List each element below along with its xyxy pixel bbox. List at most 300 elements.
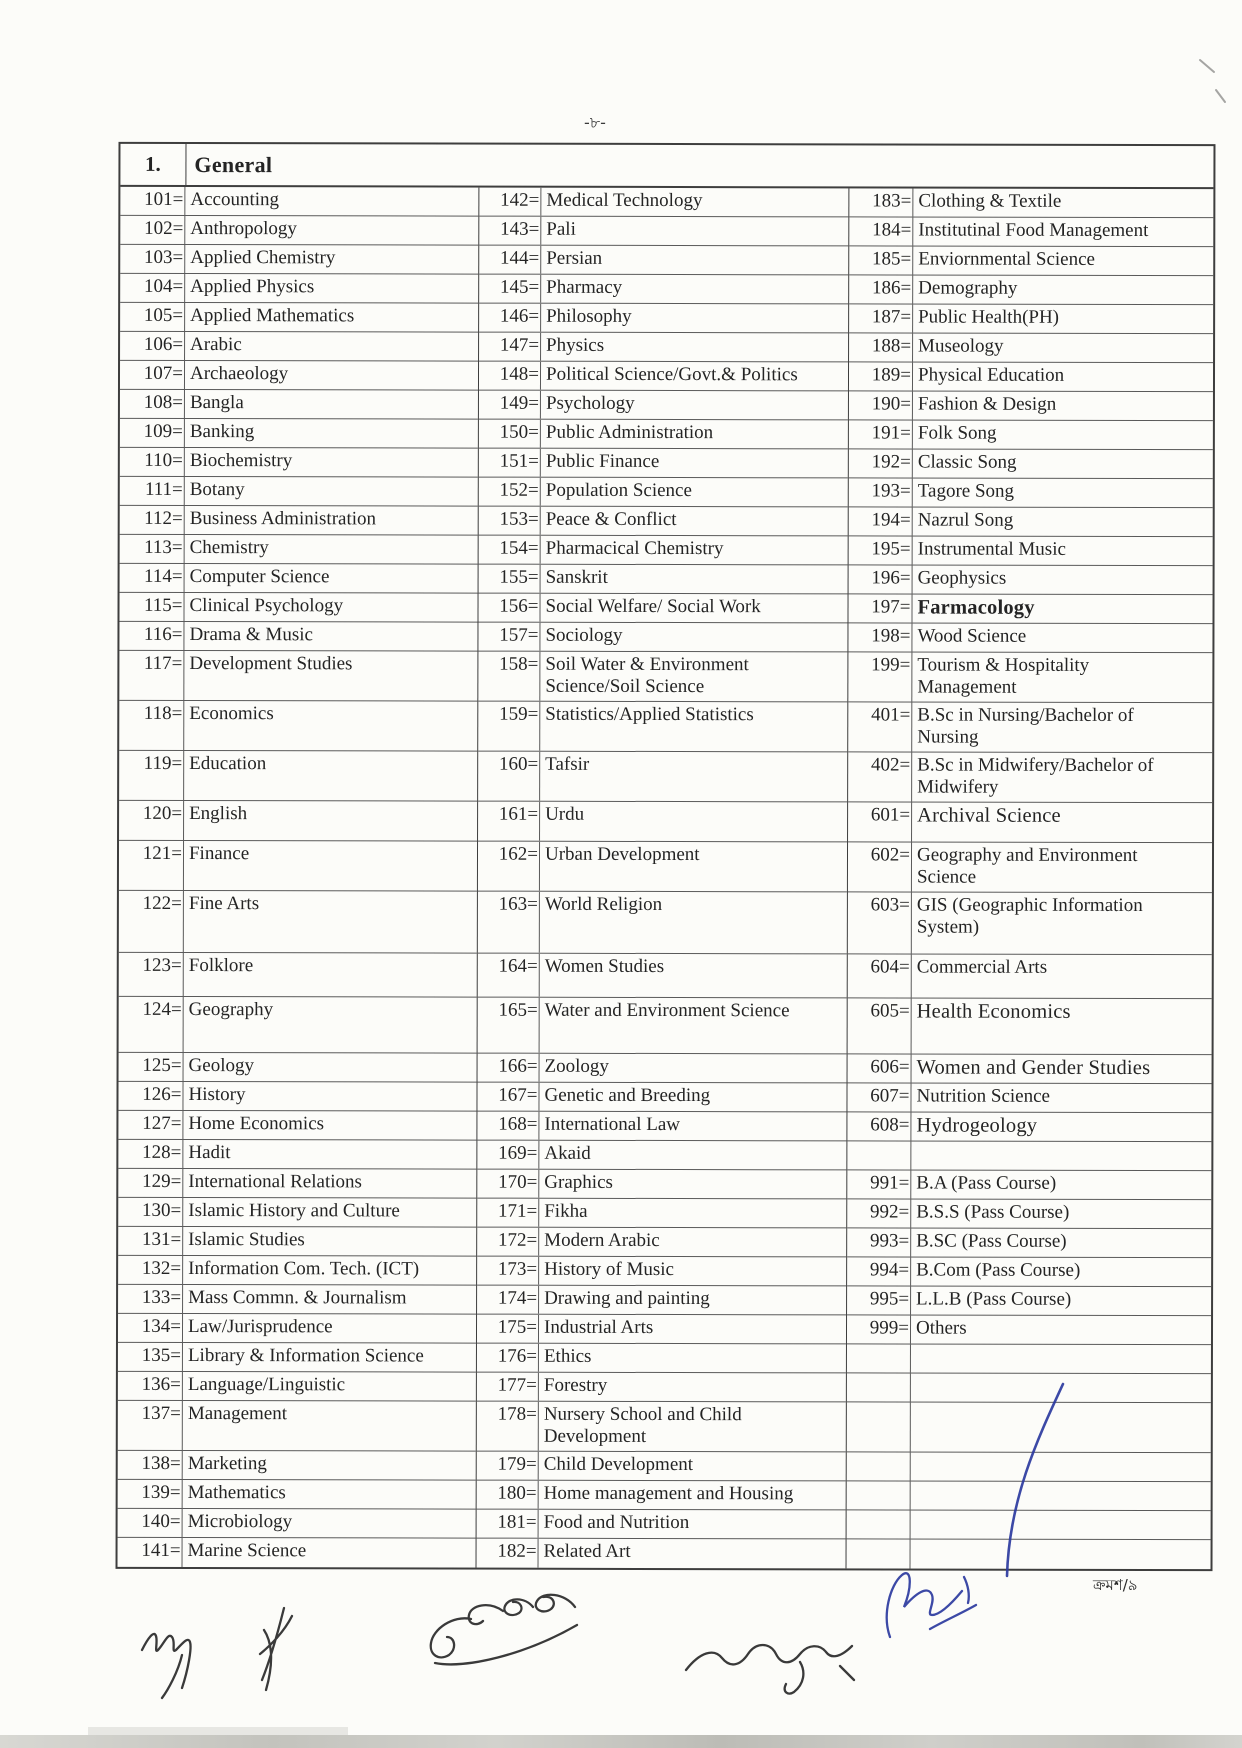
table-row (479, 246, 848, 276)
subject-code: 145= (479, 275, 541, 303)
table-row (848, 842, 1212, 893)
subject-code: 133= (118, 1285, 183, 1313)
table-row (119, 593, 477, 623)
table-row (479, 565, 848, 595)
subject-code: 166= (478, 1054, 540, 1082)
subject-code: 187= (849, 304, 913, 332)
subject-name: Banking (189, 421, 255, 443)
subject-code-table (116, 142, 1216, 1571)
table-row (479, 333, 848, 363)
table-header-row (120, 144, 1213, 189)
table-row (847, 1286, 1211, 1316)
subject-code: 108= (120, 390, 185, 418)
subject-code: 107= (120, 361, 185, 389)
table-row (118, 1256, 476, 1286)
subject-name: B.Sc in Nursing/Bachelor of Nursing (917, 704, 1134, 748)
subject-name: Business Administration (189, 508, 377, 530)
table-row (477, 1481, 846, 1511)
subject-code: 148= (479, 362, 541, 390)
subject-name: World Religion (544, 893, 663, 915)
subject-name: Archaeology (189, 363, 289, 385)
subject-code: 112= (120, 506, 185, 534)
subject-code: 176= (477, 1344, 539, 1372)
table-row (120, 419, 478, 449)
subject-code: 175= (477, 1315, 539, 1343)
subject-name: Marine Science (187, 1540, 307, 1562)
subject-name: Home management and Housing (543, 1482, 794, 1505)
subject-name: Population Science (545, 479, 692, 502)
subject-name: Public Health(PH) (918, 306, 1060, 328)
table-row (849, 188, 1213, 218)
subject-name: Related Art (543, 1540, 631, 1562)
subject-code: 180= (477, 1481, 539, 1509)
subject-name: Nutrition Science (916, 1085, 1051, 1107)
subject-name: Computer Science (189, 566, 330, 588)
table-body (118, 187, 1214, 1569)
subject-code: 174= (477, 1286, 539, 1314)
subject-name: Social Welfare/ Social Work (545, 595, 761, 618)
subject-name: B.S.S (Pass Course) (916, 1201, 1070, 1223)
subject-name: GIS (Geographic Information System) (916, 894, 1143, 938)
category-title: General (194, 151, 273, 177)
subject-name: Others (915, 1317, 967, 1339)
subject-code: 137= (118, 1401, 183, 1450)
subject-name: Clothing & Textile (918, 190, 1062, 212)
subject-code: 999= (847, 1315, 911, 1343)
table-row (849, 565, 1213, 595)
subject-code (847, 1141, 911, 1169)
table-row (119, 841, 477, 892)
subject-name: English (189, 803, 248, 825)
subject-code: 103= (120, 245, 185, 273)
subject-name: Urdu (545, 803, 585, 825)
page-number: -৮- (584, 113, 606, 132)
subject-name: Clinical Psychology (189, 595, 344, 617)
subject-code: 110= (120, 448, 185, 476)
subject-name: B.A (Pass Course) (916, 1172, 1057, 1194)
subject-name: Pharmacy (546, 276, 623, 298)
subject-name: Nazrul Song (917, 509, 1014, 531)
subject-code: 604= (848, 954, 912, 997)
subject-code: 127= (118, 1111, 183, 1139)
subject-code: 125= (119, 1053, 184, 1081)
subject-name: Demography (918, 277, 1018, 299)
subject-code: 607= (847, 1083, 911, 1111)
subject-code: 192= (849, 449, 913, 477)
table-row (119, 1053, 477, 1083)
subject-code: 141= (118, 1538, 183, 1567)
subject-name: Instrumental Music (917, 538, 1066, 560)
table-row (477, 1344, 846, 1374)
table-row (849, 304, 1213, 334)
subject-code: 401= (848, 702, 912, 751)
subject-name: Statistics/Applied Statistics (545, 703, 754, 726)
table-row (849, 333, 1213, 363)
subject-code: 173= (477, 1257, 539, 1285)
subject-name (911, 1345, 1211, 1374)
subject-name: Accounting (190, 189, 280, 211)
subject-name: Urban Development (544, 843, 700, 866)
table-row (478, 842, 847, 893)
subject-name: Microbiology (187, 1511, 293, 1533)
subject-code: 118= (119, 701, 184, 750)
subject-name: Pharmacical Chemistry (545, 537, 724, 560)
table-row (849, 507, 1213, 537)
subject-code: 115= (119, 593, 184, 621)
subject-code: 123= (119, 953, 184, 996)
subject-name: Geography (188, 999, 274, 1021)
subject-name: Philosophy (546, 305, 632, 327)
subject-name: Psychology (545, 392, 635, 414)
scan-artifact-band (0, 1735, 1242, 1748)
table-row (118, 1111, 476, 1141)
subject-code: 126= (118, 1082, 183, 1110)
table-row (847, 1141, 1211, 1171)
subject-name: Industrial Arts (543, 1316, 654, 1338)
subject-name: Fashion & Design (917, 393, 1057, 415)
table-row (477, 1373, 846, 1403)
table-row (119, 651, 477, 702)
subject-code: 198= (848, 623, 912, 651)
table-row (848, 752, 1212, 803)
subject-name: Tafsir (545, 753, 590, 775)
subject-name: Tourism & Hospitality Management (917, 654, 1090, 698)
subject-code: 190= (849, 391, 913, 419)
subject-code: 122= (119, 891, 184, 952)
subject-code: 195= (849, 536, 913, 564)
subject-code: 994= (847, 1257, 911, 1285)
subject-name: Institutinal Food Management (918, 219, 1149, 242)
table-row (120, 506, 478, 536)
subject-code: 104= (120, 274, 185, 302)
subject-name: Development Studies (189, 653, 353, 675)
subject-name: Arabic (190, 334, 242, 356)
table-row (847, 1199, 1211, 1229)
table-row (120, 332, 478, 362)
subject-name: Economics (189, 703, 274, 725)
subject-name: Applied Physics (190, 276, 315, 298)
table-row (118, 1480, 476, 1510)
table-row (120, 448, 478, 478)
table-row (478, 623, 847, 653)
subject-code: 150= (479, 420, 541, 448)
handwritten-signature-5 (868, 1565, 988, 1660)
handwritten-signature-1 (138, 1610, 213, 1705)
subject-name: Persian (546, 247, 603, 269)
table-row (479, 217, 848, 247)
table-row (478, 998, 847, 1055)
subject-name: B.SC (Pass Course) (916, 1230, 1067, 1252)
subject-name: Fikha (544, 1200, 588, 1222)
table-row (120, 245, 478, 275)
table-row (479, 275, 848, 305)
table-row (120, 390, 478, 420)
subject-code: 185= (849, 246, 913, 274)
subject-name: Applied Chemistry (190, 247, 336, 269)
table-row (847, 1228, 1211, 1258)
table-row (849, 449, 1213, 479)
subject-code: 183= (849, 188, 913, 216)
table-row (478, 594, 847, 624)
subject-code: 116= (119, 622, 184, 650)
subject-code: 992= (847, 1199, 911, 1227)
subject-code: 111= (120, 477, 185, 505)
handwritten-signature-4 (680, 1622, 860, 1702)
subject-code: 143= (479, 217, 541, 245)
subject-code: 601= (848, 802, 912, 841)
subject-code: 147= (479, 333, 541, 361)
subject-name: Modern Arabic (544, 1229, 660, 1251)
table-row (118, 1509, 476, 1539)
subject-code: 995= (847, 1286, 911, 1314)
table-row (119, 801, 477, 842)
handwritten-signature-3 (425, 1585, 585, 1680)
continuation-note: ক্রমশ/৯ (1093, 1576, 1138, 1594)
handwritten-signature-2 (248, 1602, 308, 1697)
table-row (118, 1314, 476, 1344)
table-row (847, 1315, 1211, 1345)
table-row (477, 1510, 846, 1540)
subject-code: 144= (479, 246, 541, 274)
subject-code: 120= (119, 801, 184, 840)
subject-name: Medical Technology (546, 189, 703, 212)
table-row (848, 1054, 1212, 1084)
table-row (477, 1315, 846, 1345)
subject-code: 142= (479, 188, 541, 216)
subject-name: Folk Song (917, 422, 997, 444)
table-row (478, 954, 847, 999)
subject-code (847, 1402, 911, 1451)
subject-code: 182= (477, 1539, 539, 1568)
scan-artifact-band-light (88, 1727, 348, 1735)
table-row (849, 362, 1213, 392)
subject-code: 167= (477, 1083, 539, 1111)
subject-name: B.Sc in Midwifery/Bachelor of Midwifery (917, 754, 1154, 798)
subject-code: 139= (118, 1480, 183, 1508)
subject-name: Water and Environment Science (544, 999, 790, 1022)
subject-code: 158= (478, 652, 540, 701)
subject-code: 128= (118, 1140, 183, 1168)
subject-name: Child Development (543, 1453, 694, 1476)
subject-name: Hydrogeology (916, 1114, 1038, 1137)
table-row (119, 891, 477, 954)
subject-name: Mathematics (187, 1482, 286, 1504)
subject-code: 172= (477, 1228, 539, 1256)
table-row (479, 420, 848, 450)
table-row (847, 1170, 1211, 1200)
subject-code: 113= (120, 535, 185, 563)
subject-name: Public Finance (545, 450, 660, 472)
subject-name: Peace & Conflict (545, 508, 677, 531)
table-row (118, 1451, 476, 1481)
subject-name (911, 1142, 1211, 1171)
subject-code: 181= (477, 1510, 539, 1538)
table-row (477, 1112, 846, 1142)
subject-code: 164= (478, 954, 540, 997)
subject-name: History (188, 1084, 246, 1106)
subject-code: 129= (118, 1169, 183, 1197)
subject-name: Finance (188, 843, 250, 865)
subject-code (847, 1510, 911, 1538)
table-row (477, 1286, 846, 1316)
table-row (849, 275, 1213, 305)
subject-code (847, 1481, 911, 1509)
table-row (119, 622, 477, 652)
table-row (479, 304, 848, 334)
table-column-group-2 (476, 188, 849, 1569)
table-row (849, 420, 1213, 450)
table-row (848, 954, 1212, 999)
subject-code (847, 1373, 911, 1401)
table-row (120, 564, 478, 594)
subject-code: 134= (118, 1314, 183, 1342)
table-row (118, 1169, 476, 1199)
table-column-group-3 (846, 188, 1214, 1569)
table-row (479, 507, 848, 537)
table-row (478, 702, 847, 753)
subject-name: Classic Song (917, 451, 1017, 473)
subject-code: 153= (479, 507, 541, 535)
subject-code: 163= (478, 892, 540, 953)
table-row (479, 536, 848, 566)
table-row (848, 998, 1212, 1055)
subject-code: 186= (849, 275, 913, 303)
table-row (477, 1539, 846, 1569)
subject-name: Akaid (544, 1142, 591, 1164)
subject-code: 109= (120, 419, 185, 447)
table-row (848, 702, 1212, 753)
table-row (479, 391, 848, 421)
subject-code: 165= (478, 998, 540, 1053)
subject-name: Farmacology (917, 596, 1035, 619)
subject-name: Fine Arts (188, 893, 260, 915)
subject-name: Archival Science (917, 804, 1061, 827)
subject-name: Management (187, 1403, 288, 1425)
subject-code: 136= (118, 1372, 183, 1400)
subject-name: History of Music (544, 1258, 674, 1281)
subject-code: 105= (120, 303, 185, 331)
table-row (118, 1285, 476, 1315)
subject-name: Marketing (187, 1453, 267, 1475)
table-row (119, 751, 477, 802)
table-row (118, 1082, 476, 1112)
subject-name: Islamic History and Culture (188, 1200, 400, 1222)
subject-code: 605= (848, 998, 912, 1053)
table-row (849, 536, 1213, 566)
subject-name: Nursery School and Child Development (543, 1403, 742, 1447)
subject-code: 138= (118, 1451, 183, 1479)
subject-code: 157= (478, 623, 540, 651)
table-row (479, 478, 848, 508)
table-row (120, 361, 478, 391)
subject-name: Wood Science (917, 625, 1027, 647)
subject-code: 193= (849, 478, 913, 506)
subject-name: Law/Jurisprudence (187, 1316, 333, 1338)
table-row (477, 1228, 846, 1258)
subject-code: 119= (119, 751, 184, 800)
table-row (118, 1538, 476, 1568)
table-row (119, 997, 477, 1054)
subject-name: Bangla (189, 392, 244, 414)
subject-code: 608= (847, 1112, 911, 1140)
subject-name: Home Economics (188, 1113, 325, 1135)
subject-code: 188= (849, 333, 913, 361)
subject-name: Physics (546, 334, 605, 356)
table-row (478, 752, 847, 803)
subject-name: Applied Mathematics (190, 305, 355, 327)
table-row (120, 303, 478, 333)
subject-name: Geophysics (917, 567, 1007, 589)
subject-code: 140= (118, 1509, 183, 1537)
table-row (118, 1227, 476, 1257)
subject-name: Folklore (188, 955, 254, 977)
table-row (847, 1112, 1211, 1142)
subject-code: 194= (849, 507, 913, 535)
table-row (477, 1452, 846, 1482)
subject-code: 121= (119, 841, 184, 890)
subject-name: Forestry (543, 1374, 608, 1396)
table-row (120, 216, 478, 246)
table-row (478, 1054, 847, 1084)
table-row (120, 187, 478, 217)
subject-code: 191= (849, 420, 913, 448)
subject-code: 178= (477, 1402, 539, 1451)
table-row (478, 802, 847, 843)
subject-name: Health Economics (916, 1000, 1071, 1023)
table-row (477, 1083, 846, 1113)
subject-code: 117= (119, 651, 184, 700)
table-row (478, 892, 847, 955)
table-row (847, 1257, 1211, 1287)
subject-code: 993= (847, 1228, 911, 1256)
subject-name: Chemistry (189, 537, 269, 559)
subject-name: Pali (546, 218, 576, 240)
subject-name: Geology (188, 1055, 255, 1077)
subject-code: 149= (479, 391, 541, 419)
subject-code: 402= (848, 752, 912, 801)
subject-code: 169= (477, 1141, 539, 1169)
subject-code: 114= (120, 564, 185, 592)
subject-code: 159= (478, 702, 540, 751)
subject-code: 132= (118, 1256, 183, 1284)
subject-name: Ethics (543, 1345, 592, 1367)
subject-name: Soil Water & Environment Science/Soil Science (545, 653, 749, 698)
subject-code: 102= (120, 216, 185, 244)
pen-mark-top-right (1192, 52, 1232, 108)
subject-name: Drawing and painting (544, 1287, 710, 1310)
subject-code: 184= (849, 217, 913, 245)
subject-code: 160= (478, 752, 540, 801)
subject-code: 131= (118, 1227, 183, 1255)
table-row (120, 535, 478, 565)
subject-code: 991= (847, 1170, 911, 1198)
table-row (118, 1372, 476, 1402)
table-row (118, 1343, 476, 1373)
table-row (477, 1199, 846, 1229)
subject-code: 161= (478, 802, 540, 841)
subject-name: International Relations (188, 1171, 362, 1193)
subject-name: Anthropology (190, 218, 297, 240)
table-row (120, 477, 478, 507)
subject-name: B.Com (Pass Course) (916, 1259, 1081, 1281)
subject-name: Hadit (188, 1142, 231, 1164)
subject-name: Drama & Music (189, 624, 313, 646)
table-row (477, 1170, 846, 1200)
subject-code: 154= (479, 536, 541, 564)
table-row (120, 274, 478, 304)
subject-name: Graphics (544, 1171, 613, 1193)
subject-name: Islamic Studies (188, 1229, 305, 1251)
